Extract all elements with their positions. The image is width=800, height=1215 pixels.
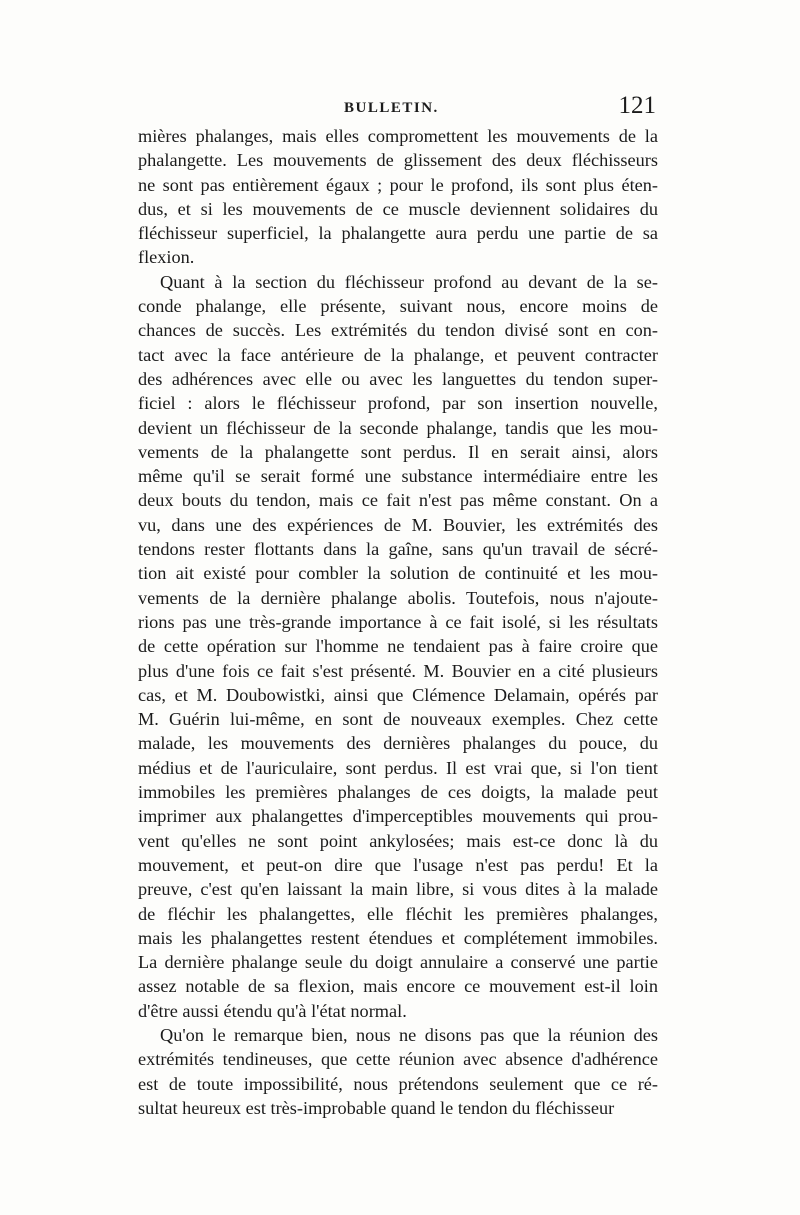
- text-line: mais les phalangettes restent étendues et complétement immobiles.: [138, 927, 658, 948]
- paragraph: [138, 124, 658, 270]
- paragraph: [138, 1023, 658, 1120]
- text-line: extrémités tendineuses, que cette réunion avec absence d'adhérence: [138, 1049, 658, 1070]
- text-line: preuve, c'est qu'en laissant la main libre, si vous dites à la malade: [138, 879, 658, 900]
- text-line: dus, et si les mouvements de ce muscle deviennent solidaires du: [138, 198, 658, 219]
- text-line: assez notable de sa flexion, mais encore ce mouvement est-il loin: [138, 976, 658, 997]
- text-line: sultat heureux est très-improbable quand le tendon du fléchisseur: [138, 1097, 615, 1118]
- text-line: M. Guérin lui-même, en sont de nouveaux exemples. Chez cette: [138, 709, 658, 730]
- text-line: La dernière phalange seule du doigt annulaire a conservé une partie: [138, 952, 658, 973]
- text-line: phalangette. Les mouvements de glissement des deux fléchisseurs: [138, 150, 658, 171]
- text-line: deux bouts du tendon, mais ce fait n'est pas même constant. On a: [138, 490, 658, 511]
- text-line: vu, dans une des expériences de M. Bouvier, les extrémités des: [138, 514, 658, 535]
- text-line: d'être aussi étendu qu'à l'état normal.: [138, 1000, 407, 1021]
- running-head: [138, 92, 658, 122]
- text-line: tendons rester flottants dans la gaîne, sans qu'un travail de sécré-: [138, 539, 658, 560]
- text-line: Quant à la section du fléchisseur profond au devant de la se-: [160, 271, 658, 292]
- text-line: tact avec la face antérieure de la phalange, et peuvent contracter: [138, 344, 658, 365]
- text-line: est de toute impossibilité, nous prétendons seulement que ce ré-: [138, 1073, 658, 1094]
- text-line: de fléchir les phalangettes, elle fléchit les premières phalanges,: [138, 903, 658, 924]
- text-line: tion ait existé pour combler la solution de continuité et les mou-: [138, 563, 658, 584]
- text-line: ne sont pas entièrement égaux ; pour le profond, ils sont plus éten-: [138, 174, 658, 195]
- running-head-title: BULLETIN.: [344, 100, 439, 116]
- text-line: vent qu'elles ne sont point ankylosées; mais est-ce donc là du: [138, 830, 658, 851]
- body-text: [138, 124, 658, 1120]
- paragraph: [138, 270, 658, 1023]
- text-line: médius et de l'auriculaire, sont perdus. Il est vrai que, si l'on tient: [138, 757, 658, 778]
- text-line: chances de succès. Les extrémités du tendon divisé sont en con-: [138, 320, 658, 341]
- text-line: malade, les mouvements des dernières phalanges du pouce, du: [138, 733, 658, 754]
- text-line: immobiles les premières phalanges de ces doigts, la malade peut: [138, 782, 658, 803]
- text-line: des adhérences avec elle ou avec les languettes du tendon super-: [138, 368, 658, 389]
- text-line: vements de la dernière phalange abolis. Toutefois, nous n'ajoute-: [138, 587, 658, 608]
- text-line: Qu'on le remarque bien, nous ne disons pas que la réunion des: [160, 1024, 658, 1045]
- page-number: 121: [618, 92, 656, 119]
- text-line: cas, et M. Doubowistki, ainsi que Clémence Delamain, opérés par: [138, 684, 658, 705]
- text-line: même qu'il se serait formé une substance intermédiaire entre les: [138, 466, 658, 487]
- text-line: imprimer aux phalangettes d'imperceptibles mouvements qui prou-: [138, 806, 658, 827]
- text-line: fléchisseur superficiel, la phalangette aura perdu une partie de sa: [138, 223, 658, 244]
- text-line: vements de la phalangette sont perdus. Il en serait ainsi, alors: [138, 441, 658, 462]
- text-line: ficiel : alors le fléchisseur profond, par son insertion nouvelle,: [138, 393, 658, 414]
- text-line: devient un fléchisseur de la seconde phalange, tandis que les mou-: [138, 417, 658, 438]
- text-line: de cette opération sur l'homme ne tendaient pas à faire croire que: [138, 636, 658, 657]
- text-line: mières phalanges, mais elles compromettent les mouvements de la: [138, 126, 658, 146]
- text-line: rions pas une très-grande importance à ce fait isolé, si les résultats: [138, 611, 658, 632]
- text-line: mouvement, et peut-on dire que l'usage n'est pas perdu! Et la: [138, 854, 658, 875]
- text-line: flexion.: [138, 247, 195, 268]
- text-line: plus d'une fois ce fait s'est présenté. M. Bouvier en a cité plusieurs: [138, 660, 658, 681]
- text-line: conde phalange, elle présente, suivant nous, encore moins de: [138, 296, 658, 317]
